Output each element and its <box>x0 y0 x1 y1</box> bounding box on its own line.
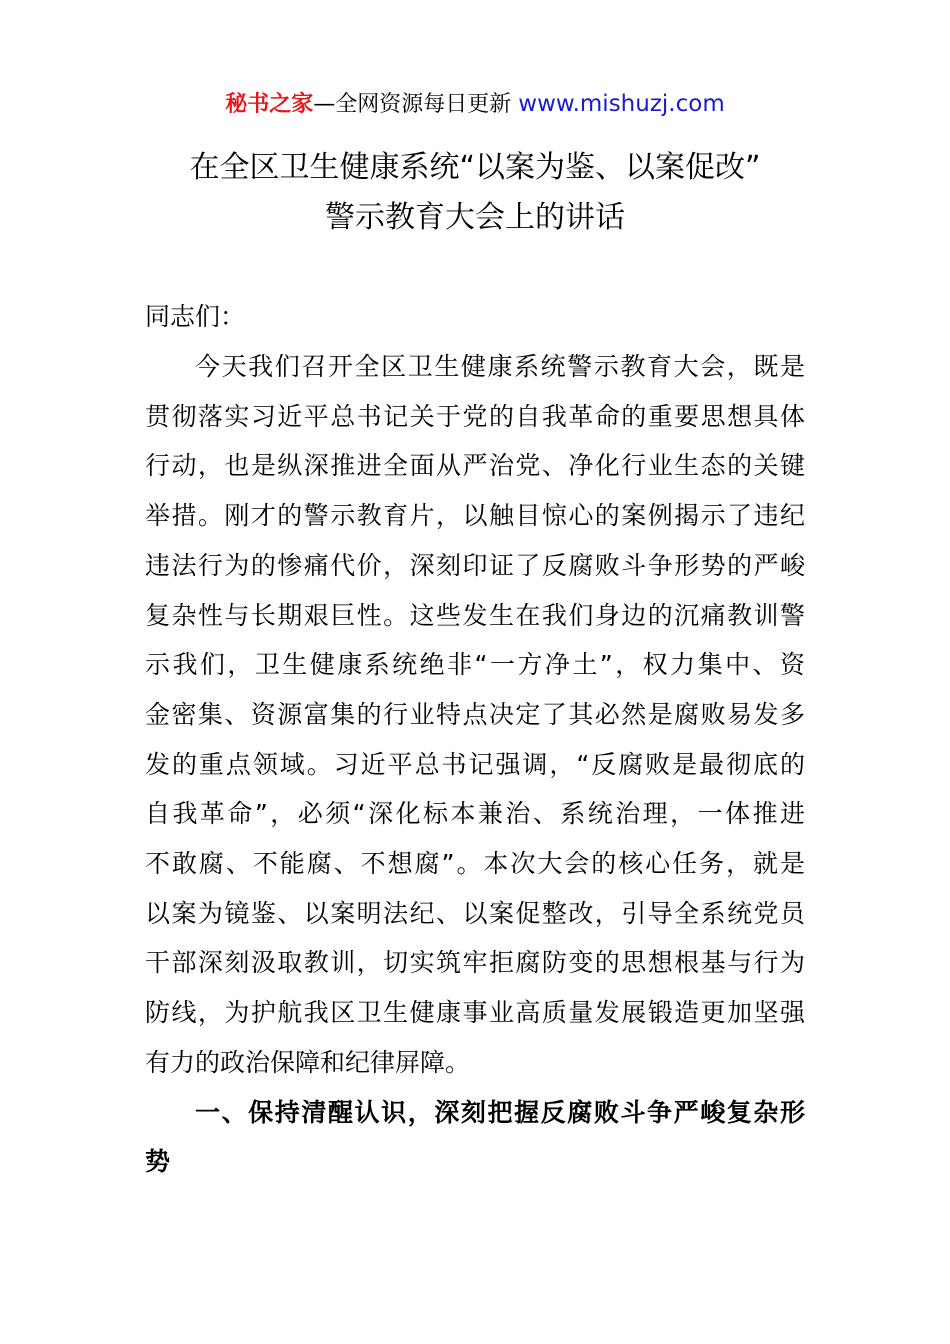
salutation: 同志们： <box>145 302 246 331</box>
paragraph-line: 干部深刻汲取教训，切实筑牢拒腐防变的思想根基与行为 <box>145 948 805 978</box>
section-heading-line: 一、保持清醒认识，深刻把握反腐败斗争严峻复杂形 <box>195 1097 805 1127</box>
paragraph-line: 以案为镜鉴、以案明法纪、以案促整改，引导全系统党员 <box>145 898 805 928</box>
document-title-line-1: 在全区卫生健康系统“以案为鉴、以案促改” <box>189 150 761 185</box>
brand-name: 秘书之家 <box>225 92 314 117</box>
section-heading-line: 势 <box>145 1147 171 1177</box>
paragraph-line: 有力的政治保障和纪律屏障。 <box>145 1047 471 1077</box>
paragraph-line: 贯彻落实习近平总书记关于党的自我革命的重要思想具体 <box>145 401 805 431</box>
document-title-line-2: 警示教育大会上的讲话 <box>325 200 625 235</box>
paragraph-line: 自我革命”，必须“深化标本兼治、系统治理，一体推进 <box>145 799 805 829</box>
paragraph-line: 复杂性与长期艰巨性。这些发生在我们身边的沉痛教训警 <box>145 600 805 630</box>
banner-url[interactable]: www.mishuzj.com <box>518 91 725 117</box>
paragraph-line: 举措。刚才的警示教育片，以触目惊心的案例揭示了违纪 <box>145 501 805 531</box>
paragraph-line: 金密集、资源富集的行业特点决定了其必然是腐败易发多 <box>145 699 805 729</box>
paragraph-line: 示我们，卫生健康系统绝非“一方净土”，权力集中、资 <box>145 650 805 680</box>
paragraph-line: 行动，也是纵深推进全面从严治党、净化行业生态的关键 <box>145 451 805 481</box>
paragraph-line: 违法行为的惨痛代价，深刻印证了反腐败斗争形势的严峻 <box>145 550 805 580</box>
paragraph-line: 防线，为护航我区卫生健康事业高质量发展锻造更加坚强 <box>145 998 805 1028</box>
paragraph-line: 不敢腐、不能腐、不想腐”。本次大会的核心任务，就是 <box>145 849 805 878</box>
banner-tagline: —全网资源每日更新 <box>313 92 519 117</box>
site-banner <box>0 88 950 121</box>
paragraph-line: 发的重点领域。习近平总书记强调，“反腐败是最彻底的 <box>145 749 805 779</box>
paragraph-line: 今天我们召开全区卫生健康系统警示教育大会，既是 <box>195 352 805 381</box>
